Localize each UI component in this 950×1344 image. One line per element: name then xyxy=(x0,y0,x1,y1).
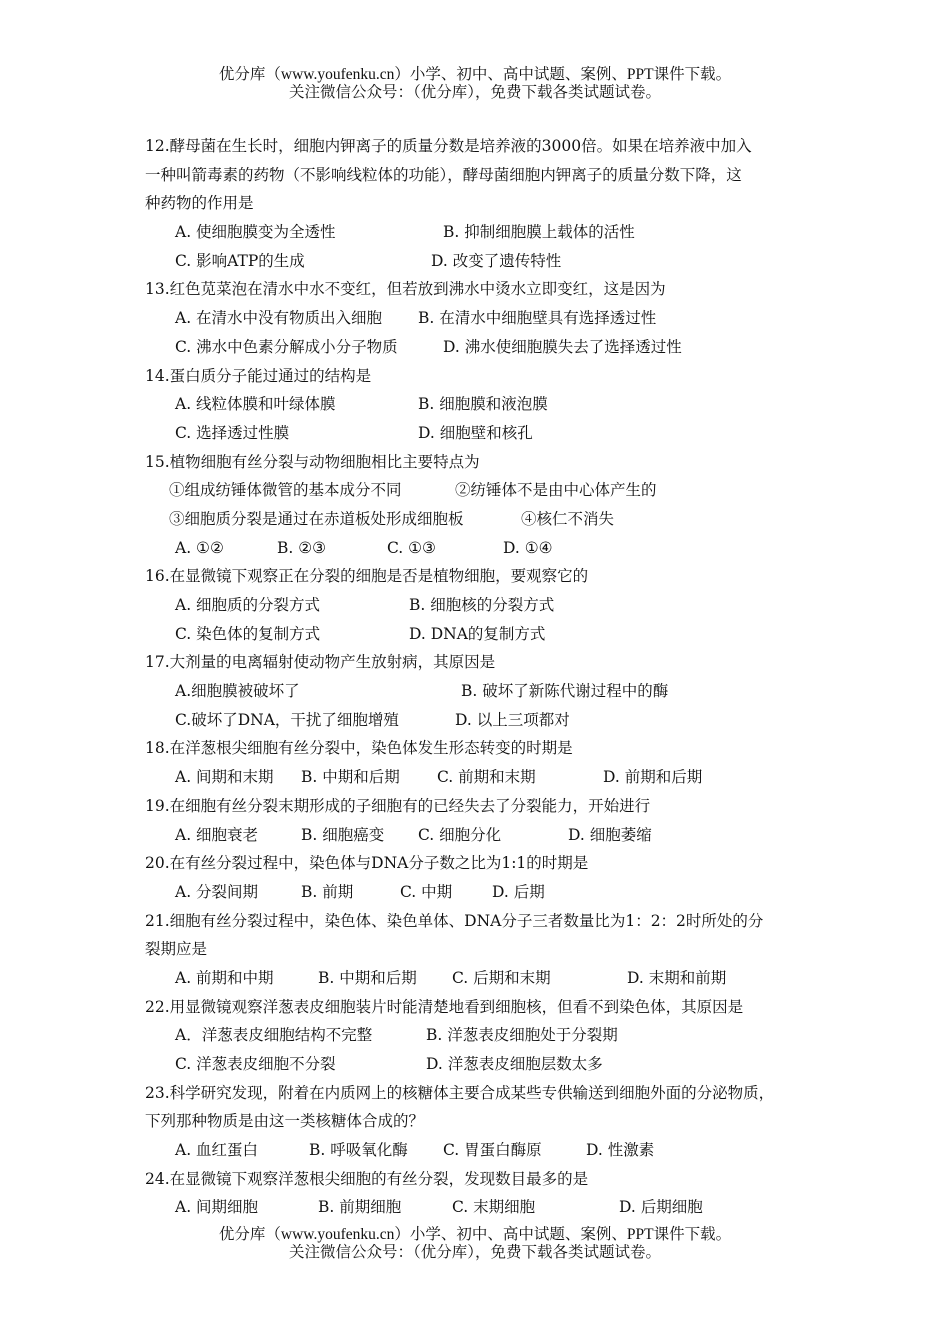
option-d: D. DNA的复制方式 xyxy=(409,624,546,643)
option-a: A. 血红蛋白 xyxy=(175,1141,259,1160)
question-stem: 裂期应是 xyxy=(145,940,208,959)
option-a: A．洋葱表皮细胞结构不完整 xyxy=(175,1026,373,1045)
option-c: C. 胃蛋白酶原 xyxy=(443,1141,542,1160)
option-row xyxy=(145,620,825,649)
option-a: A. 细胞衰老 xyxy=(175,825,259,844)
question-stem: 13.红色苋菜泡在清水中水不变红，但若放到沸水中烫水立即变红，这是因为 xyxy=(145,280,666,299)
statement-row xyxy=(145,505,825,534)
option-row xyxy=(145,333,825,362)
statement-3: ③细胞质分裂是通过在赤道板处形成细胞板 xyxy=(169,509,464,528)
question-22 xyxy=(145,993,825,1079)
option-row xyxy=(145,964,825,993)
option-c: C. 影响ATP的生成 xyxy=(175,251,305,270)
option-c: C. 末期细胞 xyxy=(452,1198,536,1217)
option-c: C. 洋葱表皮细胞不分裂 xyxy=(175,1055,336,1073)
question-stem: 22.用显微镜观察洋葱表皮细胞装片时能清楚地看到细胞核，但看不到染色体，其原因是 xyxy=(145,997,744,1016)
question-stem: 一种叫箭毒素的药物（不影响线粒体的功能），酵母菌细胞内钾离子的质量分数下降，这 xyxy=(145,165,742,184)
option-c: C. 选择透过性膜 xyxy=(175,423,290,442)
question-stem: 24.在显微镜下观察洋葱根尖细胞的有丝分裂，发现数目最多的是 xyxy=(145,1169,589,1188)
question-13 xyxy=(145,275,825,361)
question-18 xyxy=(145,734,825,791)
question-15 xyxy=(145,448,825,563)
page-header xyxy=(0,66,950,102)
option-c: C.破坏了DNA，干扰了细胞增殖 xyxy=(175,710,399,729)
option-row xyxy=(145,763,825,792)
question-list xyxy=(145,132,825,1222)
option-row xyxy=(145,1136,825,1165)
option-a: A. 分裂间期 xyxy=(175,882,259,901)
option-d: D. 洋葱表皮细胞层数太多 xyxy=(426,1055,603,1073)
question-19 xyxy=(145,792,825,849)
option-d: D. 细胞萎缩 xyxy=(568,825,652,844)
footer-line-2: 关注微信公众号：（优分库），免费下载各类试题试卷。 xyxy=(288,1244,661,1261)
option-row xyxy=(145,677,825,706)
option-b: B. 细胞膜和液泡膜 xyxy=(418,395,548,414)
header-line-1: 优分库（www.youfenku.cn）小学、初中、高中试题、案例、PPT课件下载。 xyxy=(218,66,732,83)
option-a: A. 间期细胞 xyxy=(175,1198,259,1217)
option-b: B. ②③ xyxy=(277,538,327,557)
option-row xyxy=(145,591,825,620)
option-row xyxy=(145,1021,825,1050)
footer-line-1: 优分库（www.youfenku.cn）小学、初中、高中试题、案例、PPT课件下载。 xyxy=(218,1226,732,1243)
statement-row xyxy=(145,476,825,505)
option-d: D. 末期和前期 xyxy=(627,968,727,987)
option-row xyxy=(145,218,825,247)
header-line-2: 关注微信公众号：（优分库），免费下载各类试题试卷。 xyxy=(288,84,661,101)
option-b: B. 洋葱表皮细胞处于分裂期 xyxy=(426,1026,618,1045)
option-b: B. 中期和后期 xyxy=(301,768,400,787)
statement-1: ①组成纺锤体微管的基本成分不同 xyxy=(169,481,402,500)
option-b: B. 抑制细胞膜上载体的活性 xyxy=(443,223,635,242)
question-12 xyxy=(145,132,825,275)
option-a: A. 间期和末期 xyxy=(175,768,274,787)
option-a: A. 使细胞膜变为全透性 xyxy=(175,223,336,242)
option-b: B. 前期细胞 xyxy=(318,1198,402,1217)
option-row xyxy=(145,390,825,419)
option-row xyxy=(145,534,825,563)
page-footer xyxy=(0,1226,950,1262)
question-stem: 12.酵母菌在生长时，细胞内钾离子的质量分数是培养液的3000倍。如果在培养液中加入 xyxy=(145,137,752,155)
option-row xyxy=(145,304,825,333)
option-d: D. 改变了遗传特性 xyxy=(431,251,562,270)
question-24 xyxy=(145,1165,825,1222)
option-d: D. 后期 xyxy=(492,882,545,901)
option-a: A. ①② xyxy=(175,538,224,557)
option-row xyxy=(145,821,825,850)
option-a: A. 细胞质的分裂方式 xyxy=(175,596,321,614)
question-stem: 23.科学研究发现，附着在内质网上的核糖体主要合成某些专供输送到细胞外面的分泌物质， xyxy=(145,1083,775,1102)
option-c: C. 后期和末期 xyxy=(452,968,551,987)
question-stem: 21.细胞有丝分裂过程中，染色体、染色单体、DNA分子三者数量比为1：2：2时所处的分 xyxy=(145,911,764,930)
option-row xyxy=(145,706,825,735)
question-20 xyxy=(145,849,825,906)
option-c: C. 中期 xyxy=(400,882,453,901)
option-b: B. 前期 xyxy=(301,882,354,901)
option-row xyxy=(145,1050,825,1079)
option-a: A. 在清水中没有物质出入细胞 xyxy=(175,309,383,328)
question-stem: 14.蛋白质分子能过通过的结构是 xyxy=(145,366,372,385)
option-d: D. 细胞壁和核孔 xyxy=(418,423,533,442)
statement-4: ④核仁不消失 xyxy=(521,509,615,528)
question-stem: 17.大剂量的电离辐射使动物产生放射病，其原因是 xyxy=(145,653,496,672)
option-d: D. 以上三项都对 xyxy=(455,710,570,729)
question-stem: 16.在显微镜下观察正在分裂的细胞是否是植物细胞，要观察它的 xyxy=(145,567,589,586)
option-c: C. 细胞分化 xyxy=(418,825,502,844)
option-a: A. 前期和中期 xyxy=(175,968,274,987)
option-d: D. 性激素 xyxy=(586,1141,655,1160)
option-b: B. 细胞核的分裂方式 xyxy=(409,596,555,614)
question-16 xyxy=(145,562,825,648)
option-b: B. 在清水中细胞壁具有选择透过性 xyxy=(418,309,657,328)
option-d: D. 后期细胞 xyxy=(619,1198,703,1217)
option-row xyxy=(145,1193,825,1222)
question-stem: 下列那种物质是由这一类核糖体合成的？ xyxy=(145,1112,425,1131)
question-stem: 19.在细胞有丝分裂末期形成的子细胞有的已经失去了分裂能力，开始进行 xyxy=(145,796,651,815)
statement-2: ②纺锤体不是由中心体产生的 xyxy=(455,481,657,500)
option-d: D. ①④ xyxy=(503,538,553,557)
option-b: B. 破坏了新陈代谢过程中的酶 xyxy=(461,682,669,701)
option-d: D. 沸水使细胞膜失去了选择透过性 xyxy=(443,337,682,356)
question-21 xyxy=(145,907,825,993)
option-row xyxy=(145,247,825,276)
option-b: B. 呼吸氧化酶 xyxy=(309,1141,408,1160)
option-c: C. 染色体的复制方式 xyxy=(175,624,321,643)
option-a: A.细胞膜被破坏了 xyxy=(175,682,300,701)
option-b: B. 中期和后期 xyxy=(318,968,417,987)
option-a: A. 线粒体膜和叶绿体膜 xyxy=(175,395,336,414)
question-stem: 15.植物细胞有丝分裂与动物细胞相比主要特点为 xyxy=(145,452,480,471)
option-d: D. 前期和后期 xyxy=(603,768,703,787)
option-b: B. 细胞癌变 xyxy=(301,825,385,844)
option-c: C. 前期和末期 xyxy=(437,768,536,787)
option-c: C. ①③ xyxy=(387,538,436,557)
question-17 xyxy=(145,648,825,734)
question-14 xyxy=(145,362,825,448)
option-c: C. 沸水中色素分解成小分子物质 xyxy=(175,337,398,356)
question-stem: 种药物的作用是 xyxy=(145,194,254,213)
option-row xyxy=(145,419,825,448)
question-stem: 18.在洋葱根尖细胞有丝分裂中，染色体发生形态转变的时期是 xyxy=(145,739,573,758)
option-row xyxy=(145,878,825,907)
question-23 xyxy=(145,1079,825,1165)
question-stem: 20.在有丝分裂过程中，染色体与DNA分子数之比为1:1的时期是 xyxy=(145,854,589,873)
